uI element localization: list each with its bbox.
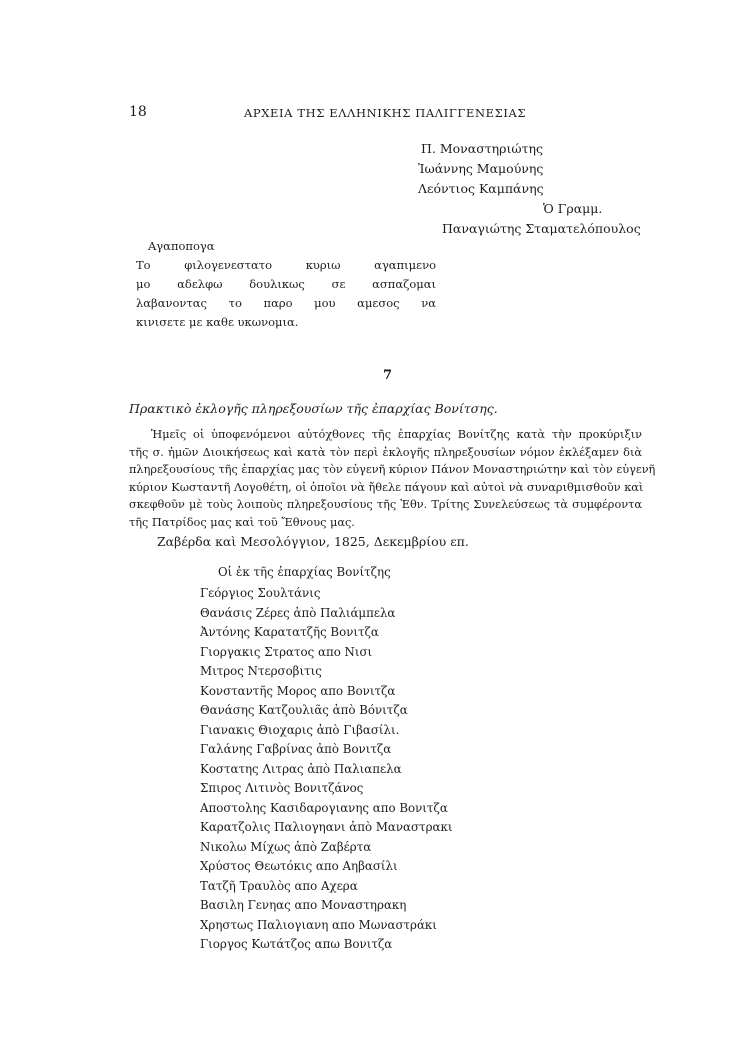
signatory-name: Γαλάνης Γαβρίνας ἀπὸ Βονιτζα [200, 742, 392, 756]
running-title: ΑΡΧΕΙΑ ΤΗΣ ΕΛΛΗΝΙΚΗΣ ΠΑΛΙΓΓΕΝΕΣΙΑΣ [244, 106, 527, 120]
names-heading: Οἱ ἐκ τῆς ἐπαρχίας Βονίτζης [218, 565, 391, 579]
body-line: τῆς σ. ἡμῶν Διοικήσεως καὶ κατὰ τὸν περὶ ἐκλογῆς πληρεξουσίων νόμον ἐκλέξαμεν διὰ [129, 445, 642, 459]
body-line: σκεφθοῦν μὲ τοὺς λοιποὺς πληρεξουσίους τῆς Ἐθν. Τρίτης Συνελεύσεως τὰ συμφέροντα [129, 498, 642, 511]
signatory-name: Χρηστως Παλιογιανη απο Μωναστράκι [200, 917, 437, 932]
signatory-name: Γιοργος Κωτάτζος απω Βονιτζα [200, 937, 393, 951]
signatory-name: Γιοργακις Στρατος απο Νισι [200, 644, 373, 659]
signature-mamounis: Ἰωάννης Μαμούνης [418, 161, 544, 176]
signatory-name: Θανάσις Ζέρες ἀπὸ Παλιάμπελα [200, 605, 396, 620]
letter-line: Το φιλογενεστατο κυριω αγαπιμενο [136, 258, 436, 272]
document-title: Πρακτικὸ ἐκλογῆς πληρεξουσίων τῆς ἐπαρχίας Βονίτσης. [129, 401, 498, 416]
signatory-name: Κονσταντῆς Μορος απο Βονιτζα [200, 683, 396, 698]
letter-line: κινισετε με καθε υκωνομια. [136, 315, 299, 329]
body-line: Ἡμεῖς οἱ ὑποφενόμενοι αὐτόχθονες τῆς ἐπαρχίας Βονίτζης κατὰ τὴν προκύριξιν [151, 428, 642, 441]
signatory-list [200, 584, 453, 955]
letter-line: λαβανοντας το παρο μου αμεσος να [136, 296, 436, 310]
letter-heading: Αγαποπογα [148, 239, 215, 253]
signatory-name: Αποστολης Κασιδαρογιανης απο Βονιτζα [200, 800, 448, 815]
short-letter [136, 237, 436, 332]
letter-line: μο αδελφω δουλικως σε ασπαζομαι [136, 277, 436, 291]
signatory-name: Καρατζολις Παλιογηανι ἀπὸ Μαναστρακι [200, 820, 453, 834]
signatory-name: Γιανακις Θιοχαρις ἀπὸ Γιβασίλι. [200, 722, 400, 737]
signatory-name: Ἀντόνης Καρατατζῆς Βονιτζα [200, 625, 379, 639]
document-number: 7 [383, 368, 393, 383]
signatory-name: Μιτρος Ντερσοβιτις [200, 664, 322, 678]
body-line: πληρεξουσίους τῆς ἐπαρχίας μας τὸν εὐγενῆ κύριον Πάνον Μοναστηριώτην καὶ τὸν εὐγενῆ [129, 463, 656, 476]
signature-kampanis: Λεόντιος Καμπάνης [418, 181, 544, 196]
signature-monastiriotis: Π. Μοναστηριώτης [421, 141, 543, 156]
signatory-name: Σπιρος Λιτινὸς Βονιτζάνος [200, 781, 364, 795]
secretary-name: Παναγιώτης Σταματελόπουλος [442, 221, 641, 236]
signatory-name: Κοστατης Λιτρας ἀπὸ Παλιαπελα [200, 761, 402, 776]
signatory-name: Βασιλη Γενηας απο Μοναστηρακη [200, 898, 407, 912]
body-line: κύριον Κωσταντῆ Λογοθέτη, οἱ ὁποῖοι νὰ ἤθελε πάγουν καὶ αὐτοὶ νὰ συναριθμισθοῦν καὶ [129, 480, 644, 494]
dateline: Ζαβέρδα καὶ Μεσολόγγιον, 1825, Δεκεμβρίου επ. [157, 534, 469, 549]
signatory-name: Γεόργιος Σουλτάνις [200, 586, 321, 600]
signatory-name: Νικολω Μίχως ἀπὸ Ζαβέρτα [200, 839, 372, 854]
secretary-title: Ὁ Γραμμ. [543, 201, 603, 216]
body-line: τῆς Πατρίδος μας καὶ τοῦ Ἔθνους μας. [129, 515, 355, 529]
signatory-name: Θανάσης Κατζουλιᾶς ἀπὸ Βόνιτζα [200, 703, 408, 717]
signatory-name: Τατζῆ Τραυλὸς απο Αχερα [200, 878, 358, 893]
document-body [129, 426, 656, 531]
signatory-name: Χρύστος Θεωτόκις απο Αηβασίλι [200, 859, 398, 873]
page-number: 18 [129, 104, 147, 120]
